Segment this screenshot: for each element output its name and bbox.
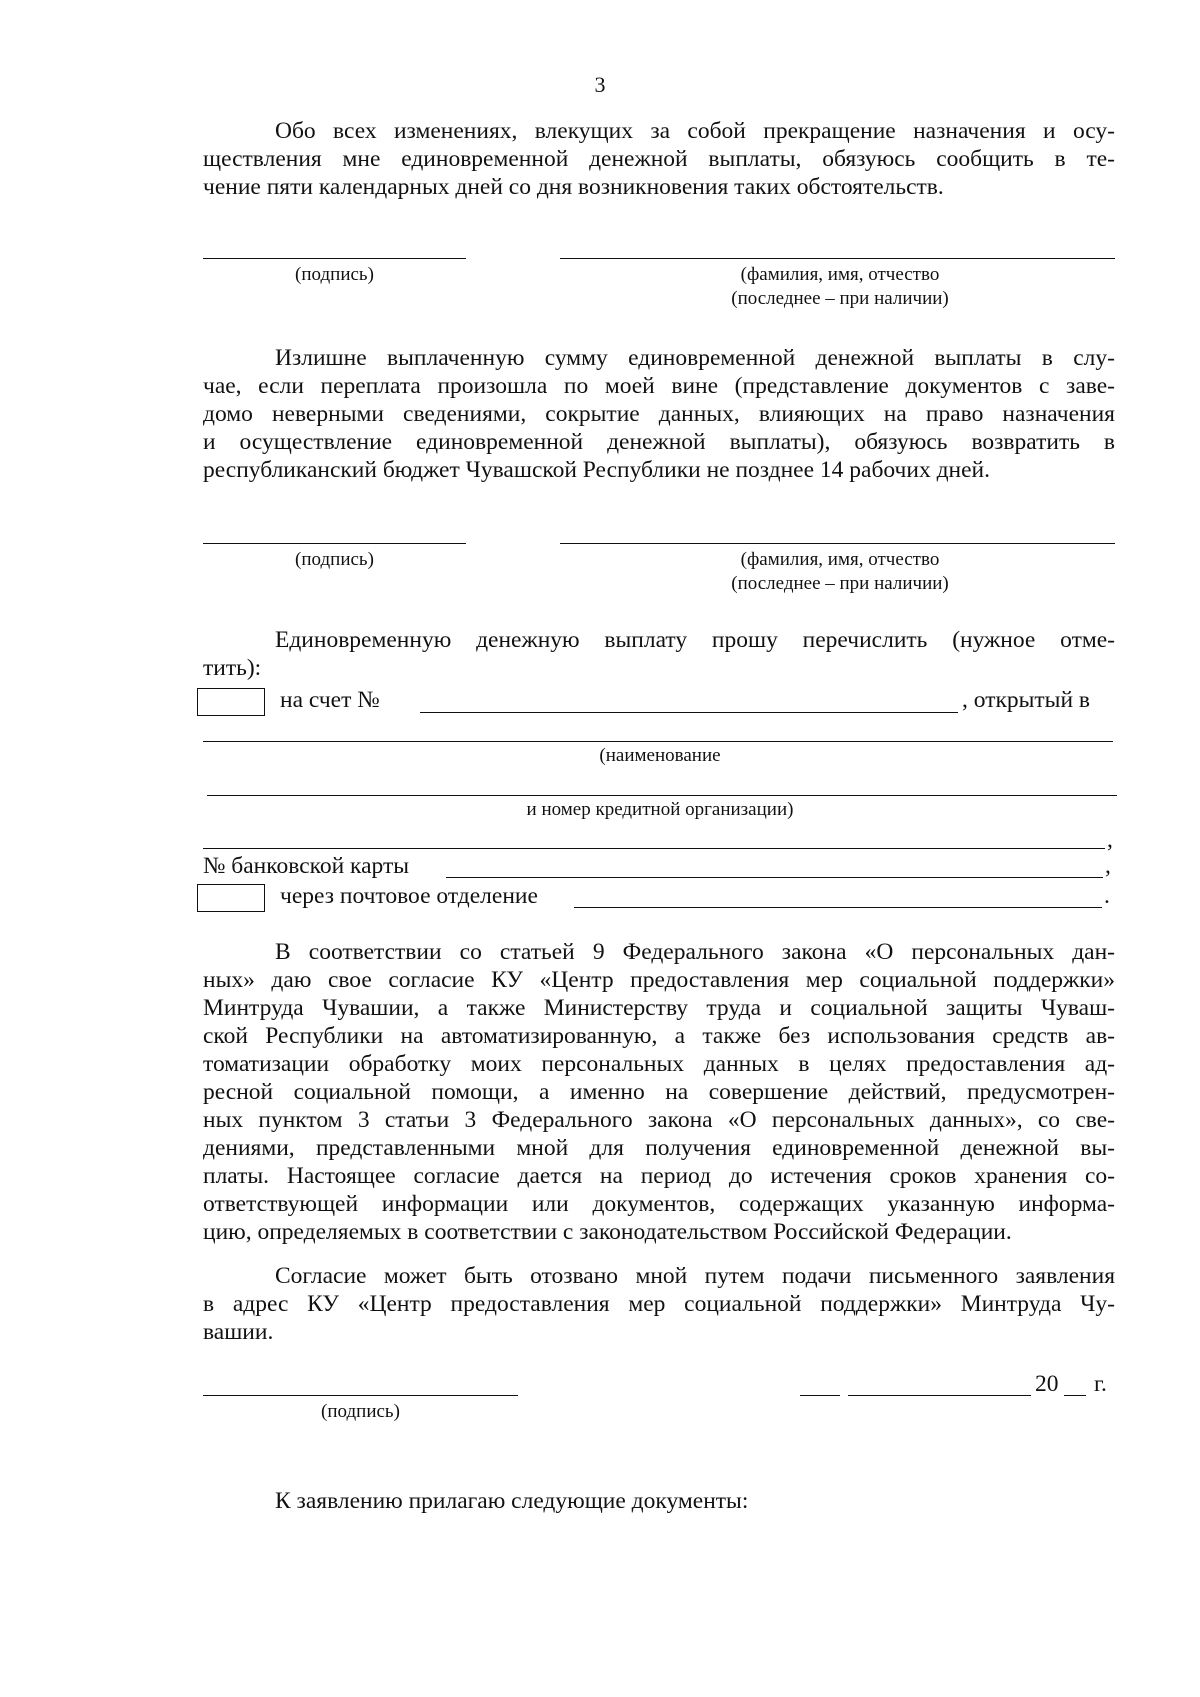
text-line: ных пунктом 3 статьи 3 Федерального закона «О персональных данных», со све-	[203, 1107, 1115, 1133]
signature-caption: (подпись)	[321, 1401, 400, 1422]
text-line: чае, если переплата произошла по моей вине (представление документов с заве-	[203, 373, 1115, 399]
date-month-line[interactable]	[848, 1395, 1031, 1396]
text-line: Минтруда Чувашии, а также Министерству труда и социальной защиты Чуваш-	[203, 995, 1115, 1021]
attachments-heading: К заявлению прилагаю следующие документы:	[275, 1488, 749, 1514]
signature-line[interactable]	[203, 1395, 518, 1396]
paragraph-payment-method	[203, 626, 1115, 682]
text-line: ской Республики на автоматизированную, а также без использования средств ав-	[203, 1023, 1115, 1049]
card-number-line[interactable]	[446, 877, 1103, 878]
text-line: Согласие может быть отозвано мной путем подачи письменного заявления	[275, 1263, 1115, 1289]
date-year-suffix: г.	[1094, 1371, 1107, 1397]
paragraph-personal-data-consent	[203, 938, 1115, 1246]
full-name-caption: (фамилия, имя, отчество	[740, 264, 940, 285]
full-name-caption-note: (последнее – при наличии)	[731, 288, 949, 309]
post-suffix: .	[1104, 883, 1110, 909]
paragraph-consent-withdrawal	[203, 1262, 1115, 1346]
date-day-line[interactable]	[800, 1395, 840, 1396]
text-line: Обо всех изменениях, влекущих за собой прекращение назначения и осу-	[275, 118, 1115, 144]
text-line: платы. Настоящее согласие дается на период до истечения сроков хранения со-	[203, 1163, 1115, 1189]
card-label: № банковской карты	[203, 853, 410, 879]
signature-caption: (подпись)	[295, 264, 374, 285]
text-line: В соответствии со статьей 9 Федерального закона «О персональных дан-	[275, 939, 1115, 965]
post-office-line[interactable]	[574, 907, 1102, 908]
paragraph-overpayment	[203, 344, 1115, 484]
account-suffix: , открытый в	[962, 687, 1091, 713]
full-name-line[interactable]	[560, 258, 1115, 259]
signature-caption: (подпись)	[295, 549, 374, 570]
signature-line[interactable]	[203, 258, 466, 259]
text-line: в адрес КУ «Центр предоставления мер социальной поддержки» Минтруда Чу-	[203, 1291, 1115, 1317]
date-year-prefix: 20	[1035, 1371, 1059, 1397]
signature-line[interactable]	[203, 543, 466, 544]
post-label: через почтовое отделение	[280, 883, 538, 909]
bank-name-line[interactable]	[203, 741, 1113, 742]
date-year-line[interactable]	[1064, 1395, 1086, 1396]
text-line: ществления мне единовременной денежной выплаты, обязуюсь сообщить в те-	[203, 146, 1115, 172]
comma: ,	[1107, 827, 1113, 853]
full-name-line[interactable]	[560, 543, 1115, 544]
text-line: чение пяти календарных дней со дня возникновения таких обстоятельств.	[203, 174, 944, 200]
card-suffix: ,	[1105, 853, 1111, 879]
account-number-line[interactable]	[420, 712, 958, 713]
post-checkbox[interactable]	[197, 884, 265, 912]
account-label: на счет №	[280, 687, 380, 713]
page-number: 3	[594, 72, 606, 97]
text-line: тить):	[203, 655, 262, 681]
text-line: вашии.	[203, 1319, 274, 1345]
text-line: ответствующей информации или документов, содержащих указанную информа-	[203, 1191, 1115, 1217]
bank-number-line[interactable]	[207, 795, 1117, 796]
text-line: цию, определяемых в соответствии с законодательством Российской Федерации.	[203, 1219, 1012, 1245]
text-line: и осуществление единовременной денежной выплаты), обязуюсь возвратить в	[203, 429, 1115, 455]
bank-name-caption: (наименование	[599, 745, 721, 766]
account-checkbox[interactable]	[197, 688, 265, 716]
text-line: дениями, представленными мной для получения единовременной денежной вы-	[203, 1135, 1115, 1161]
paragraph-changes-notice	[203, 117, 1115, 201]
text-line: ресной социальной помощи, а именно на совершение действий, предусмотрен-	[203, 1079, 1115, 1105]
full-name-caption-note: (последнее – при наличии)	[731, 573, 949, 594]
text-line: Единовременную денежную выплату прошу перечислить (нужное отме-	[275, 627, 1115, 653]
full-name-caption: (фамилия, имя, отчество	[740, 549, 940, 570]
text-line: домо неверными сведениями, сокрытие данных, влияющих на право назначения	[203, 401, 1115, 427]
text-line: республиканский бюджет Чувашской Республики не позднее 14 рабочих дней.	[203, 457, 990, 483]
text-line: ных» даю свое согласие КУ «Центр предоставления мер социальной поддержки»	[203, 967, 1115, 993]
text-line: Излишне выплаченную сумму единовременной денежной выплаты в слу-	[275, 345, 1115, 371]
bank-extra-line[interactable]	[203, 848, 1105, 849]
text-line: томатизации обработку моих персональных данных в целях предоставления ад-	[203, 1051, 1115, 1077]
bank-number-caption: и номер кредитной организации)	[526, 799, 794, 820]
